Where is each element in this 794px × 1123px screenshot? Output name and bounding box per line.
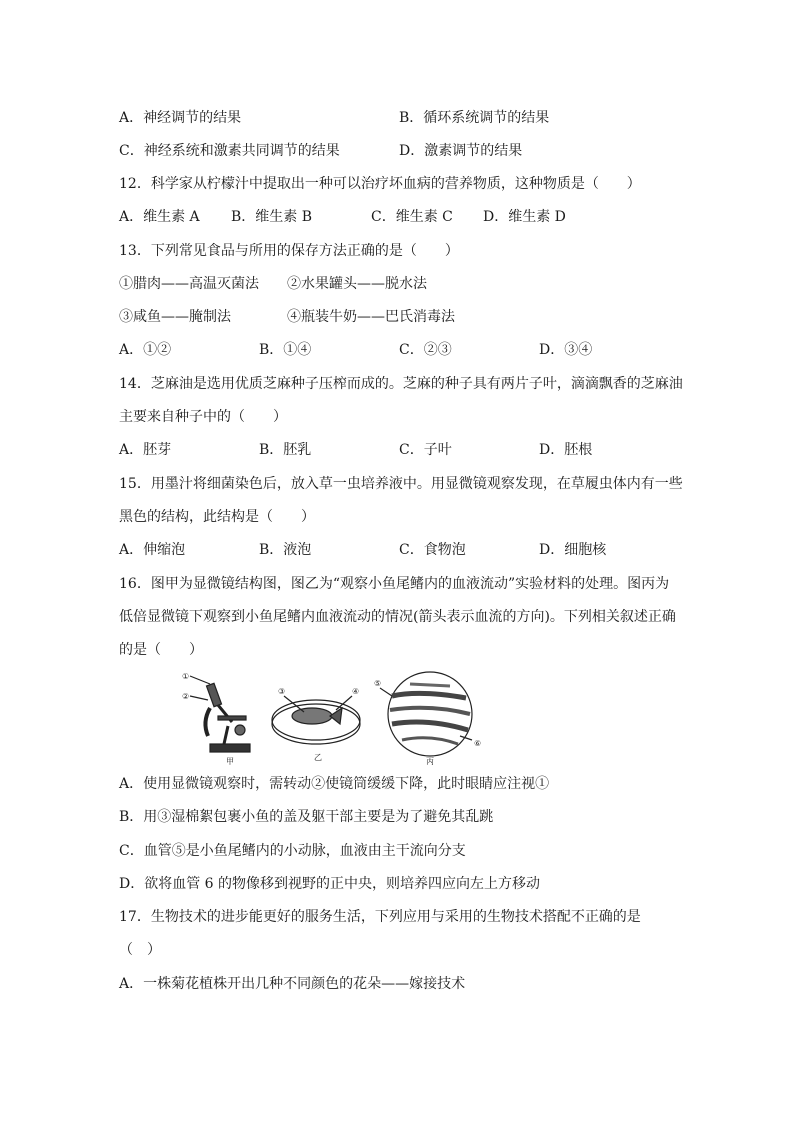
- q11-option-d: D．激素调节的结果: [399, 143, 523, 159]
- q17-stem-line2: （ ）: [119, 942, 161, 958]
- q14-option-c: C．子叶: [399, 442, 452, 458]
- q15-stem-line2: 黑色的结构，此结构是（ ）: [119, 509, 315, 525]
- fig-label-yi: 乙: [314, 753, 322, 762]
- microscope-drawing: [190, 676, 250, 752]
- q11-option-b: B．循环系统调节的结果: [399, 110, 550, 126]
- q13-option-a: A．①②: [119, 342, 172, 358]
- petri-dish-drawing: [272, 696, 360, 744]
- q14-option-a: A．胚芽: [119, 442, 172, 458]
- q11-option-c: C．神经系统和激素共同调节的结果: [119, 143, 340, 159]
- fig-marker-4: ④: [352, 687, 360, 696]
- q14-stem-line2: 主要来自种子中的（ ）: [119, 409, 287, 425]
- q14-option-d: D．胚根: [539, 442, 593, 458]
- q13-item-1: ①腊肉——高温灭菌法: [119, 276, 259, 292]
- q15-option-a: A．伸缩泡: [119, 542, 186, 558]
- fig-marker-1: ①: [182, 672, 190, 681]
- q16-stem-line2: 低倍显微镜下观察到小鱼尾鳍内血液流动的情况(箭头表示血流的方向)。下列相关叙述正确: [119, 609, 676, 625]
- q12-option-b: B．维生素 B: [231, 209, 313, 225]
- q13-option-b: B．①④: [259, 342, 312, 358]
- q15-option-b: B．液泡: [259, 542, 312, 558]
- q12-option-d: D．维生素 D: [483, 209, 566, 225]
- q15-stem-line1: 15．用墨汁将细菌染色后，放入草一虫培养液中。用显微镜观察发现，在草履虫体内有一些: [119, 476, 683, 492]
- fig-marker-5: ⑤: [374, 679, 382, 688]
- microscope-figure: [180, 660, 490, 768]
- q13-option-d: D．③④: [539, 342, 593, 358]
- q16-option-c: C．血管⑤是小鱼尾鳍内的小动脉，血液由主干流向分支: [119, 843, 466, 859]
- fig-label-bing: 丙: [426, 757, 434, 766]
- q12-option-c: C．维生素 C: [371, 209, 453, 225]
- q12-option-a: A．维生素 A: [119, 209, 200, 225]
- fig-label-jia: 甲: [226, 757, 234, 766]
- q16-stem-line3: 的是（ ）: [119, 642, 203, 658]
- q14-option-b: B．胚乳: [259, 442, 312, 458]
- q16-option-a: A．使用显微镜观察时，需转动②使镜筒缓缓下降，此时眼睛应注视①: [119, 776, 550, 792]
- q13-stem: 13．下列常见食品与所用的保存方法正确的是（ ）: [119, 243, 459, 259]
- q16-option-b: B．用③湿棉絮包裹小鱼的盖及躯干部主要是为了避免其乱跳: [119, 809, 494, 825]
- q16-stem-line1: 16．图甲为显微镜结构图，图乙为“观察小鱼尾鳍内的血液流动”实验材料的处理。图丙为: [119, 576, 670, 592]
- field-of-view-drawing: [380, 672, 472, 756]
- figure-svg: [180, 660, 490, 768]
- q13-item-2: ②水果罐头——脱水法: [287, 276, 427, 292]
- q16-option-d: D．欲将血管 6 的物像移到视野的正中央，则培养四应向左上方移动: [119, 876, 541, 892]
- q11-option-a: A．神经调节的结果: [119, 110, 242, 126]
- q13-option-c: C．②③: [399, 342, 452, 358]
- q14-stem-line1: 14．芝麻油是选用优质芝麻种子压榨而成的。芝麻的种子具有两片子叶，滴滴飘香的芝麻油: [119, 376, 683, 392]
- q13-item-3: ③咸鱼——腌制法: [119, 309, 231, 325]
- q17-option-a: A．一株菊花植株开出几种不同颜色的花朵——嫁接技术: [119, 976, 466, 992]
- fig-marker-2: ②: [182, 692, 190, 701]
- fig-marker-6: ⑥: [474, 739, 482, 748]
- q15-option-d: D．细胞核: [539, 542, 607, 558]
- q17-stem-line1: 17．生物技术的进步能更好的服务生活，下列应用与采用的生物技术搭配不正确的是: [119, 909, 641, 925]
- q12-stem: 12．科学家从柠檬汁中提取出一种可以治疗坏血病的营养物质，这种物质是（ ）: [119, 176, 641, 192]
- q15-option-c: C．食物泡: [399, 542, 466, 558]
- fig-marker-3: ③: [278, 687, 286, 696]
- q13-item-4: ④瓶装牛奶——巴氏消毒法: [287, 309, 455, 325]
